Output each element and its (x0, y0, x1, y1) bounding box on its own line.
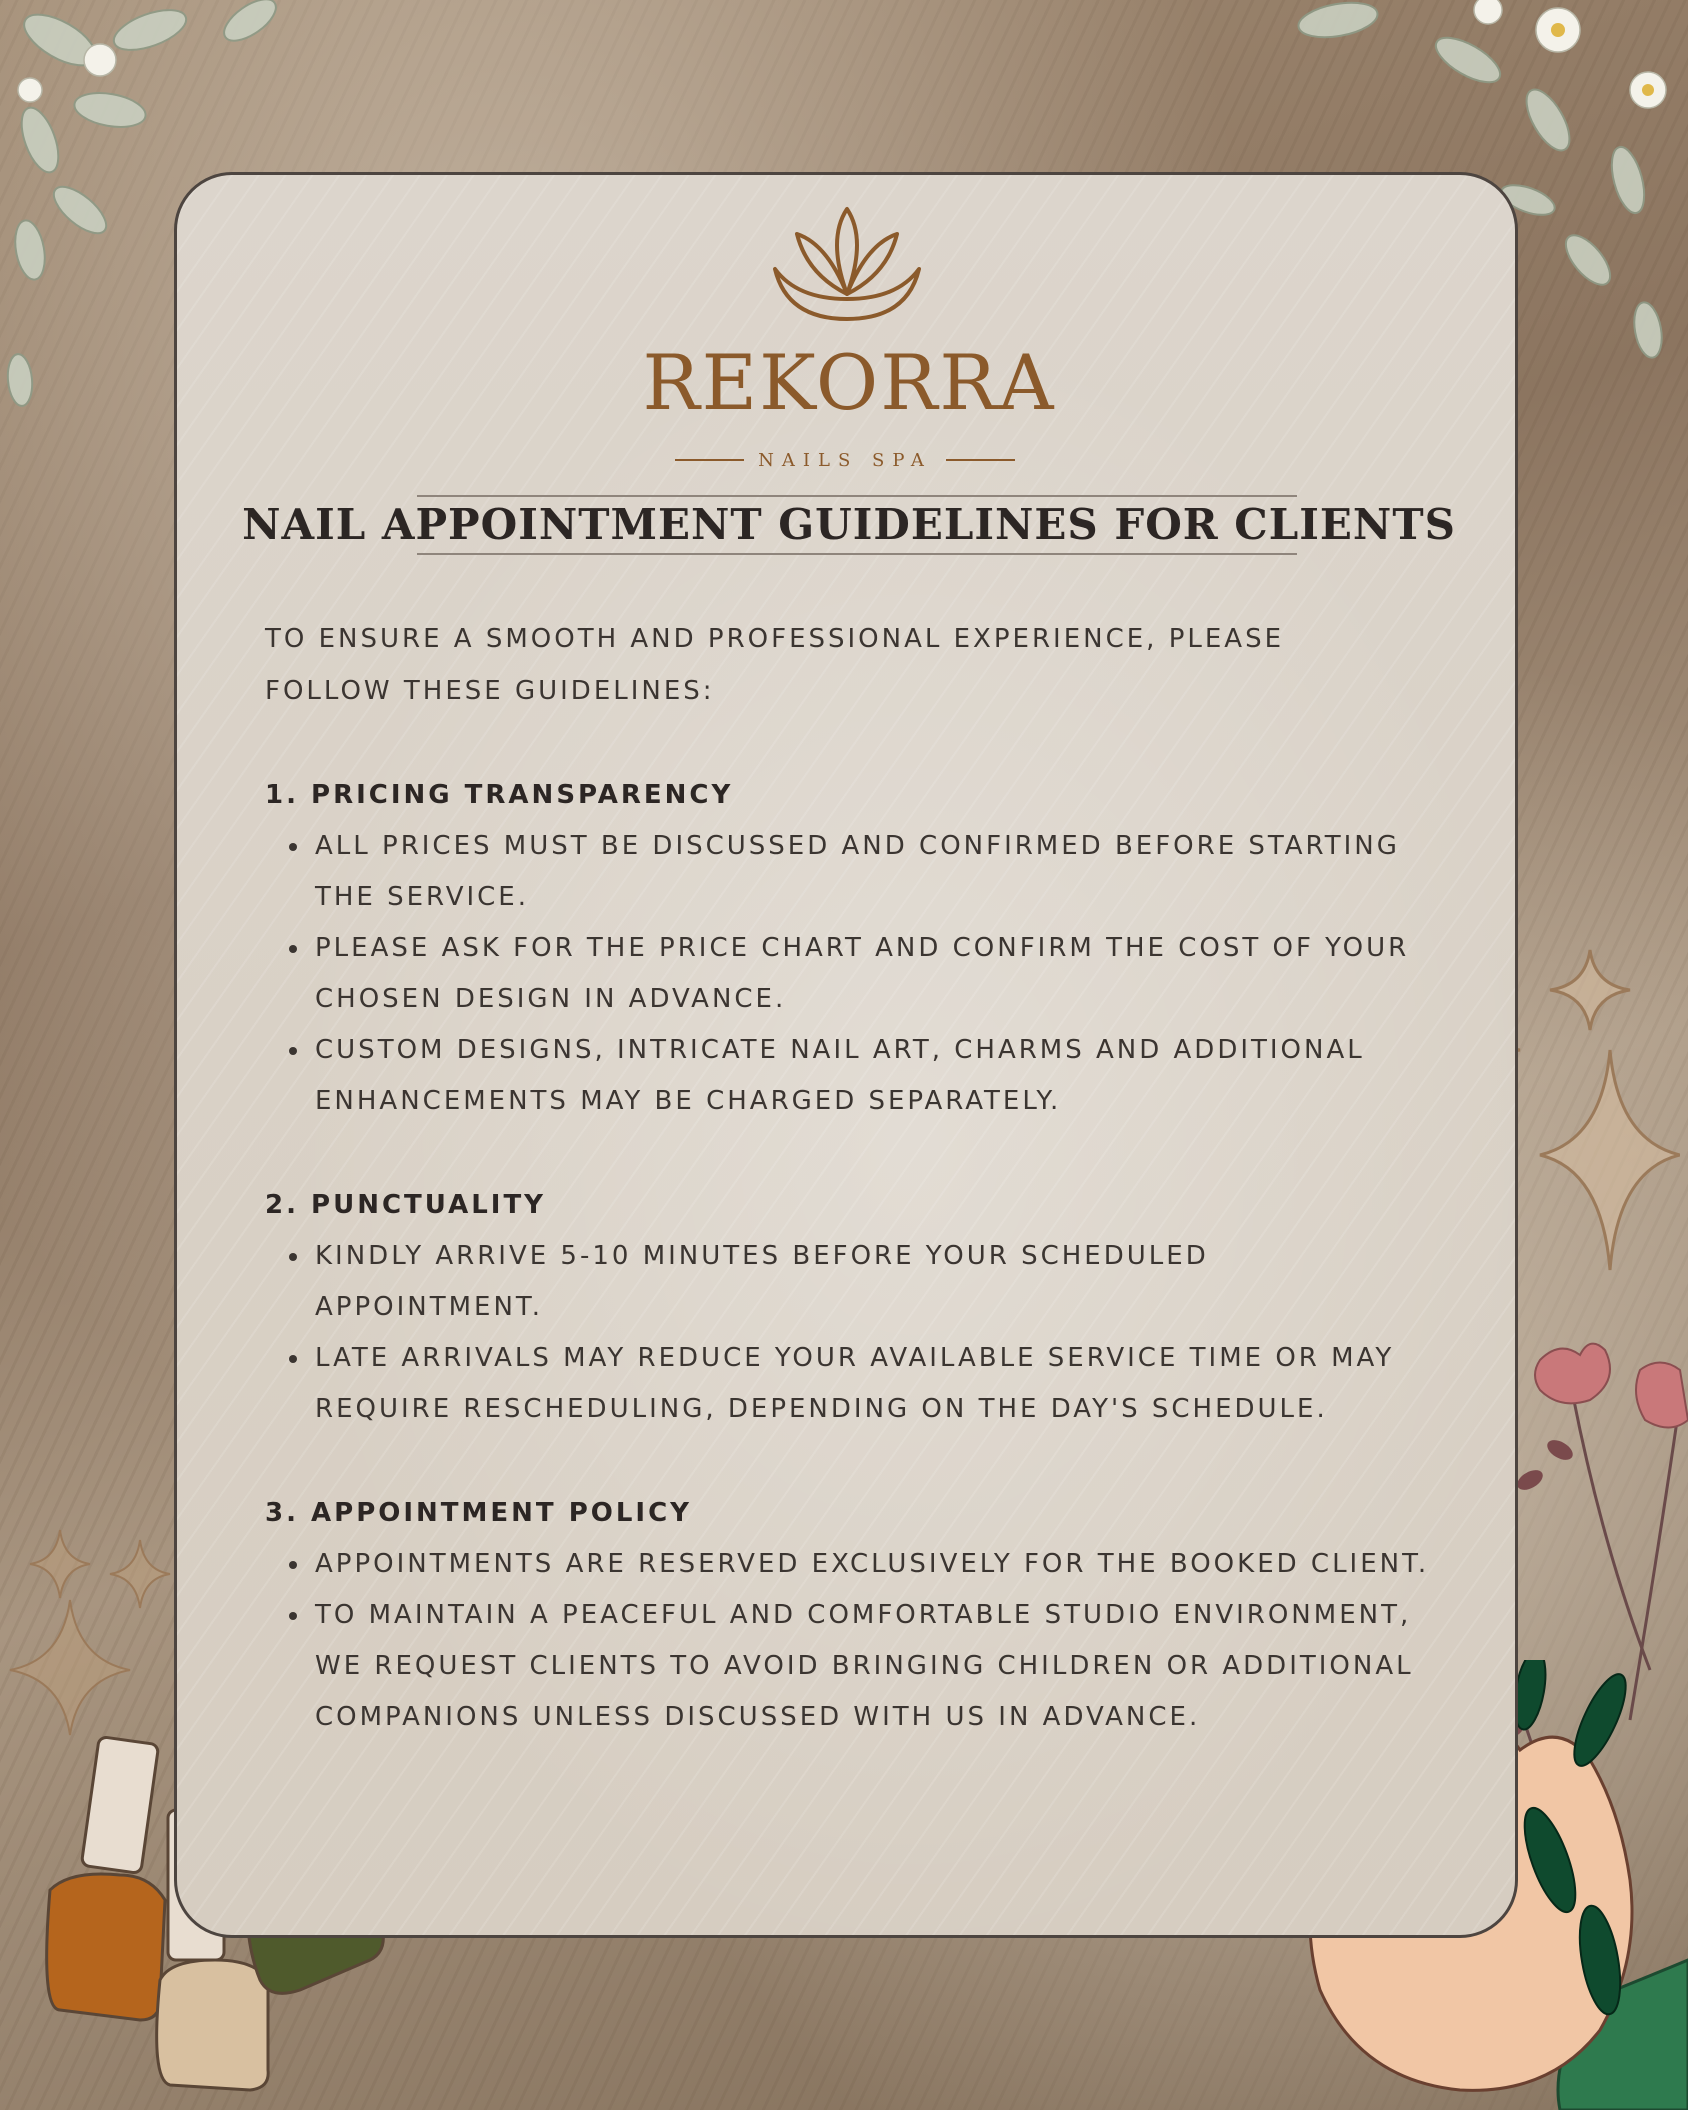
section-appointment-policy (265, 1487, 1445, 1743)
page-title: NAIL APPOINTMENT GUIDELINES FOR CLIENTS (242, 500, 1456, 549)
divider (675, 459, 744, 461)
section-heading: 2. PUNCTUALITY (265, 1190, 547, 1220)
bullet-icon (289, 1355, 297, 1363)
brand-name: REKORRA (642, 338, 1056, 427)
list-item-text: KINDLY ARRIVE 5-10 MINUTES BEFORE YOUR SCHEDULED APPOINTMENT. (315, 1241, 1209, 1322)
lotus-logo-icon (767, 199, 927, 329)
list-item (265, 1231, 1445, 1333)
brand-subtitle: NAILS SPA (758, 449, 932, 471)
list-item-text: ALL PRICES MUST BE DISCUSSED AND CONFIRMED BEFORE STARTING THE SERVICE. (315, 831, 1400, 912)
section-list (265, 821, 1445, 1127)
list-item (265, 821, 1445, 923)
bullet-icon (289, 1561, 297, 1569)
brand-subtitle-row (675, 445, 1015, 475)
list-item (265, 1539, 1445, 1590)
section-heading: 1. PRICING TRANSPARENCY (265, 780, 734, 810)
guidelines-card (174, 172, 1518, 1938)
list-item-text: PLEASE ASK FOR THE PRICE CHART AND CONFIRM THE COST OF YOUR CHOSEN DESIGN IN ADVANCE. (315, 933, 1410, 1014)
bullet-icon (289, 945, 297, 953)
list-item-text: LATE ARRIVALS MAY REDUCE YOUR AVAILABLE SERVICE TIME OR MAY REQUIRE RESCHEDULING, DEPENDING ON THE DAY'S SCHEDULE. (315, 1343, 1395, 1424)
bullet-icon (289, 843, 297, 851)
guidelines-content (265, 613, 1445, 1743)
section-pricing (265, 769, 1445, 1127)
title-divider-bottom (417, 553, 1297, 555)
list-item (265, 1590, 1445, 1743)
list-item-text: TO MAINTAIN A PEACEFUL AND COMFORTABLE STUDIO ENVIRONMENT, WE REQUEST CLIENTS TO AVOID BRINGING CHILDREN OR ADDITIONAL COMPANIONS UNLESS DISCUSSED WITH US IN ADVANCE. (315, 1600, 1414, 1732)
section-punctuality (265, 1179, 1445, 1435)
list-item-text: CUSTOM DESIGNS, INTRICATE NAIL ART, CHARMS AND ADDITIONAL ENHANCEMENTS MAY BE CHARGED SEPARATELY. (315, 1035, 1365, 1116)
intro-text: TO ENSURE A SMOOTH AND PROFESSIONAL EXPERIENCE, PLEASE FOLLOW THESE GUIDELINES: (265, 624, 1285, 706)
title-divider-top (417, 495, 1297, 497)
bullet-icon (289, 1612, 297, 1620)
section-list (265, 1539, 1445, 1743)
list-item (265, 1333, 1445, 1435)
section-list (265, 1231, 1445, 1435)
bullet-icon (289, 1253, 297, 1261)
divider (946, 459, 1015, 461)
list-item (265, 1025, 1445, 1127)
list-item-text: APPOINTMENTS ARE RESERVED EXCLUSIVELY FOR THE BOOKED CLIENT. (315, 1549, 1430, 1579)
bullet-icon (289, 1047, 297, 1055)
section-heading: 3. APPOINTMENT POLICY (265, 1498, 693, 1528)
list-item (265, 923, 1445, 1025)
